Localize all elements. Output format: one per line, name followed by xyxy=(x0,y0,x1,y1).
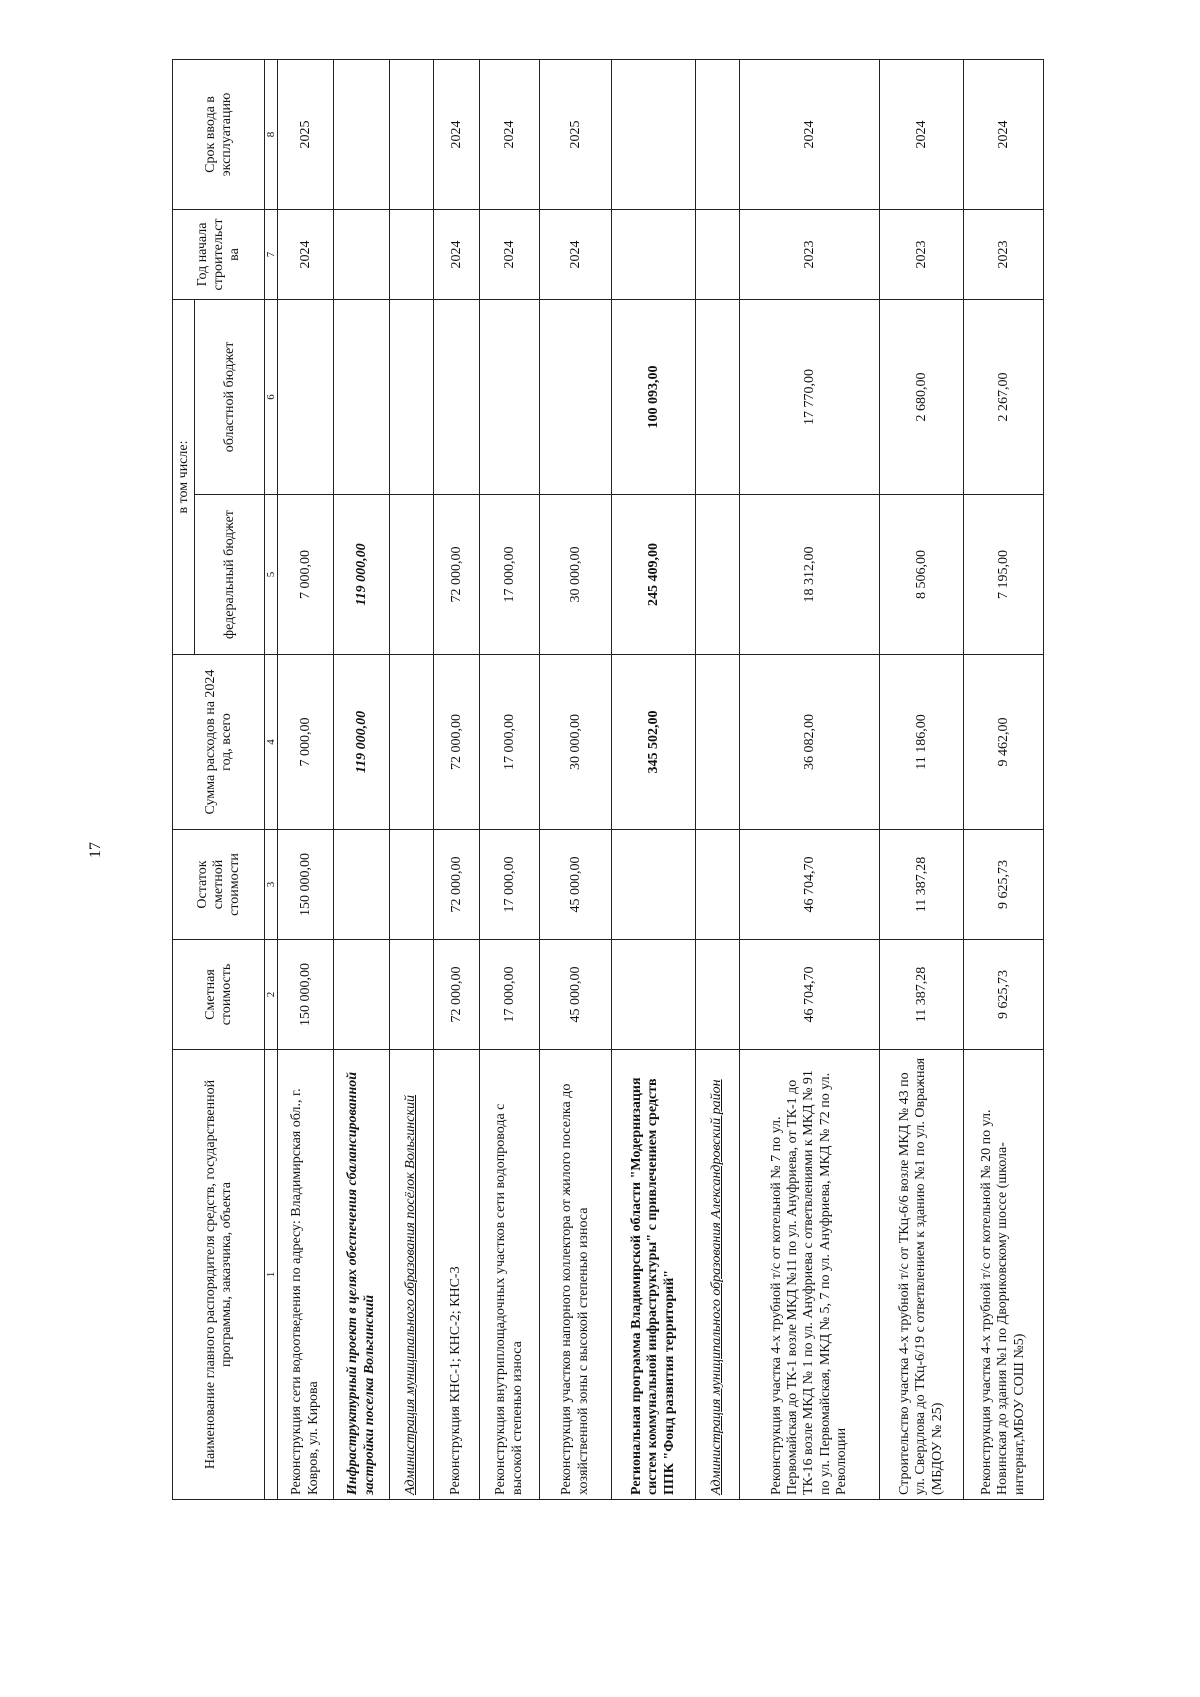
table-row xyxy=(540,59,612,1499)
estimated-cost: 45 000,00 xyxy=(540,940,612,1050)
object-name: Строительство участка 4-х трубной т/с от ТКц-6/6 возле МКД № 43 по ул. Свердлова до ТКц-6/19 с ответвлением к зданию №1 по ул. Овражная (МБДОУ № 25) xyxy=(880,1050,964,1500)
regional-budget xyxy=(540,299,612,494)
object-name: Реконструкция участков напорного коллектора от жилого поселка до хозяйственной зоны с высокой степенью износа xyxy=(540,1050,612,1500)
commissioning-year xyxy=(390,59,434,209)
remaining-cost: 45 000,00 xyxy=(540,830,612,940)
regional-budget xyxy=(334,299,390,494)
start-year: 2024 xyxy=(434,209,480,299)
estimated-cost xyxy=(612,940,696,1050)
remaining-cost: 46 704,70 xyxy=(740,830,880,940)
federal-budget: 7 195,00 xyxy=(964,495,1044,655)
federal-budget: 7 000,00 xyxy=(278,495,334,655)
object-name: Реконструкция участка 4-х трубной т/с от котельной № 20 по ул. Новинская до здания №1 по Двориковскому шоссе (школа-интернат,МБОУ СОШ №5) xyxy=(964,1050,1044,1500)
column-index: 2 xyxy=(265,940,278,1050)
federal-budget: 119 000,00 xyxy=(334,495,390,655)
column-index-row xyxy=(265,59,278,1499)
column-index: 4 xyxy=(265,655,278,830)
table-row xyxy=(390,59,434,1499)
estimated-cost: 9 625,73 xyxy=(964,940,1044,1050)
federal-budget: 18 312,00 xyxy=(740,495,880,655)
regional-budget xyxy=(696,299,740,494)
column-index: 7 xyxy=(265,209,278,299)
object-name: Администрация муниципального образования посёлок Вольгинский xyxy=(390,1050,434,1500)
total-2024: 36 082,00 xyxy=(740,655,880,830)
total-2024: 9 462,00 xyxy=(964,655,1044,830)
total-2024: 11 186,00 xyxy=(880,655,964,830)
start-year xyxy=(334,209,390,299)
federal-budget: 72 000,00 xyxy=(434,495,480,655)
object-name: Реконструкция участка 4-х трубной т/с от котельной № 7 по ул. Первомайская до ТК-1 возле МКД №11 по ул. Ануфриева, от ТК-1 до ТК-16 возле МКД № 1 по ул. Ануфриева с ответвлениями к МКД № 91 по ул. Первомайская, МКД № 5, 7 по ул. Ануфриева, МКД № 72 по ул. Революции xyxy=(740,1050,880,1500)
header-remaining-cost: Остаток сметной стоимости xyxy=(173,830,265,940)
commissioning-year: 2024 xyxy=(964,59,1044,209)
start-year: 2023 xyxy=(880,209,964,299)
rotated-table-container xyxy=(172,60,1027,1500)
start-year: 2023 xyxy=(740,209,880,299)
object-name: Администрация муниципального образования Александровский район xyxy=(696,1050,740,1500)
table-row xyxy=(612,59,696,1499)
table-row xyxy=(964,59,1044,1499)
commissioning-year: 2024 xyxy=(480,59,540,209)
regional-budget: 2 680,00 xyxy=(880,299,964,494)
object-name: Инфраструктурный проект в целях обеспечения сбалансированной застройки поселка Вольгинский xyxy=(334,1050,390,1500)
commissioning-year xyxy=(696,59,740,209)
remaining-cost xyxy=(390,830,434,940)
table-row xyxy=(278,59,334,1499)
estimated-cost xyxy=(334,940,390,1050)
remaining-cost: 17 000,00 xyxy=(480,830,540,940)
remaining-cost xyxy=(696,830,740,940)
total-2024: 345 502,00 xyxy=(612,655,696,830)
commissioning-year: 2025 xyxy=(540,59,612,209)
start-year xyxy=(612,209,696,299)
regional-budget xyxy=(390,299,434,494)
object-name: Реконструкция внутриплощадочных участков сети водопровода с высокой степенью износа xyxy=(480,1050,540,1500)
estimated-cost: 150 000,00 xyxy=(278,940,334,1050)
commissioning-year xyxy=(334,59,390,209)
federal-budget xyxy=(390,495,434,655)
header-including: в том числе: xyxy=(173,299,195,654)
table-row xyxy=(480,59,540,1499)
column-index: 8 xyxy=(265,59,278,209)
column-index: 6 xyxy=(265,299,278,494)
start-year: 2024 xyxy=(278,209,334,299)
regional-budget: 2 267,00 xyxy=(964,299,1044,494)
header-federal-budget: федеральный бюджет xyxy=(195,495,265,655)
column-index: 1 xyxy=(265,1050,278,1500)
object-name: Реконструкция сети водоотведения по адресу: Владимирская обл., г. Ковров, ул. Кирова xyxy=(278,1050,334,1500)
commissioning-year: 2024 xyxy=(880,59,964,209)
total-2024: 17 000,00 xyxy=(480,655,540,830)
commissioning-year: 2024 xyxy=(740,59,880,209)
federal-budget xyxy=(696,495,740,655)
commissioning-year xyxy=(612,59,696,209)
object-name: Реконструкция КНС-1; КНС-2; КНС-3 xyxy=(434,1050,480,1500)
remaining-cost xyxy=(612,830,696,940)
column-index: 3 xyxy=(265,830,278,940)
estimated-cost xyxy=(390,940,434,1050)
header-name: Наименование главного распорядителя средств, государственной программы, заказчика, объекта xyxy=(173,1050,265,1500)
commissioning-year: 2025 xyxy=(278,59,334,209)
header-estimated-cost: Сметная стоимость xyxy=(173,940,265,1050)
total-2024: 7 000,00 xyxy=(278,655,334,830)
page-number: 17 xyxy=(87,842,104,858)
estimated-cost xyxy=(696,940,740,1050)
total-2024: 119 000,00 xyxy=(334,655,390,830)
total-2024: 30 000,00 xyxy=(540,655,612,830)
regional-budget: 17 770,00 xyxy=(740,299,880,494)
federal-budget: 30 000,00 xyxy=(540,495,612,655)
start-year: 2024 xyxy=(540,209,612,299)
table-row xyxy=(334,59,390,1499)
estimated-cost: 17 000,00 xyxy=(480,940,540,1050)
estimated-cost: 11 387,28 xyxy=(880,940,964,1050)
start-year xyxy=(696,209,740,299)
total-2024: 72 000,00 xyxy=(434,655,480,830)
table-row xyxy=(434,59,480,1499)
header-commissioning-year: Срок ввода в эксплуатацию xyxy=(173,59,265,209)
table-row xyxy=(880,59,964,1499)
column-index: 5 xyxy=(265,495,278,655)
start-year: 2024 xyxy=(480,209,540,299)
regional-budget xyxy=(278,299,334,494)
regional-budget: 100 093,00 xyxy=(612,299,696,494)
remaining-cost: 150 000,00 xyxy=(278,830,334,940)
commissioning-year: 2024 xyxy=(434,59,480,209)
table-row xyxy=(696,59,740,1499)
federal-budget: 17 000,00 xyxy=(480,495,540,655)
budget-table xyxy=(172,59,1044,1500)
remaining-cost: 9 625,73 xyxy=(964,830,1044,940)
total-2024 xyxy=(390,655,434,830)
header-start-year: Год начала строительст ва xyxy=(173,209,265,299)
regional-budget xyxy=(480,299,540,494)
start-year xyxy=(390,209,434,299)
estimated-cost: 72 000,00 xyxy=(434,940,480,1050)
total-2024 xyxy=(696,655,740,830)
estimated-cost: 46 704,70 xyxy=(740,940,880,1050)
object-name: Региональная программа Владимирской области "Модернизация систем коммунальной инфраструктуры" с привлечением средств ППК "Фонд развития территорий" xyxy=(612,1050,696,1500)
remaining-cost xyxy=(334,830,390,940)
start-year: 2023 xyxy=(964,209,1044,299)
remaining-cost: 11 387,28 xyxy=(880,830,964,940)
federal-budget: 8 506,00 xyxy=(880,495,964,655)
header-total-2024: Сумма расходов на 2024 год, всего xyxy=(173,655,265,830)
table-row xyxy=(740,59,880,1499)
header-regional-budget: областной бюджет xyxy=(195,299,265,494)
remaining-cost: 72 000,00 xyxy=(434,830,480,940)
federal-budget: 245 409,00 xyxy=(612,495,696,655)
regional-budget xyxy=(434,299,480,494)
